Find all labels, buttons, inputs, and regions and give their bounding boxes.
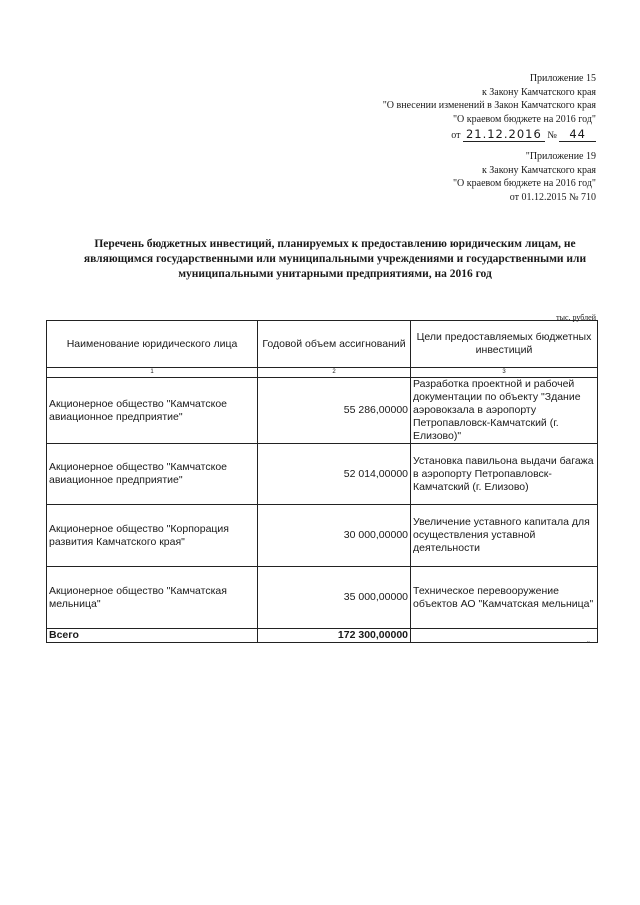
approval-date-line — [451, 128, 596, 143]
law-label: к Закону Камчатского края — [481, 86, 596, 98]
law-title: "О внесении изменений в Закон Камчатского края — [382, 100, 596, 111]
entity-name: Акционерное общество "Камчатская мельница" — [47, 567, 258, 629]
total-goal — [411, 629, 598, 643]
date-prefix: от — [451, 130, 461, 141]
handwritten-date: 21.12.2016 — [463, 127, 545, 142]
total-row — [47, 629, 598, 643]
table-row — [47, 378, 598, 444]
goal: Разработка проектной и рабочей документации по объекту "Здание аэровокзала в аэропорту Петропавловск-Камчатский (г. Елизово)" — [411, 378, 598, 444]
col-number: 1 — [47, 368, 258, 378]
header-annual-amount: Годовой объем ассигнований — [258, 321, 411, 368]
col-number: 3 — [411, 368, 598, 378]
investments-table — [46, 320, 598, 643]
goal: Увеличение уставного капитала для осуществления уставной деятельности — [411, 505, 598, 567]
table-row — [47, 505, 598, 567]
header-entity-name: Наименование юридического лица — [47, 321, 258, 368]
col-number: 2 — [258, 368, 411, 378]
amount: 30 000,00000 — [258, 505, 411, 567]
goal: Техническое перевооружение объектов АО "Камчатская мельница" — [411, 567, 598, 629]
approval-header — [383, 72, 596, 143]
amount: 55 286,00000 — [258, 378, 411, 444]
units-label: тыс. рублей — [556, 313, 596, 322]
column-number-row — [47, 368, 598, 378]
total-amount: 172 300,00000 — [258, 629, 411, 643]
entity-name: Акционерное общество "Камчатское авиационное предприятие" — [47, 444, 258, 505]
appendix-label-2: "Приложение 19 — [525, 151, 596, 162]
amount: 35 000,00000 — [258, 567, 411, 629]
entity-name: Акционерное общество "Камчатское авиационное предприятие" — [47, 378, 258, 444]
document-title: Перечень бюджетных инвестиций, планируемых к предоставлению юридическим лицам, не являющимся государственными или муниципальными учреждениями и государственными или муниципальными унитарными предприятиями, на 2016 год — [83, 238, 587, 280]
entity-name: Акционерное общество "Корпорация развития Камчатского края" — [47, 505, 258, 567]
appendix-label: Приложение 15 — [529, 73, 596, 84]
number-prefix: № — [547, 130, 557, 141]
amount: 52 014,00000 — [258, 444, 411, 505]
goal: Установка павильона выдачи багажа в аэропорту Петропавловск-Камчатский (г. Елизово) — [411, 444, 598, 505]
header-goals: Цели предоставляемых бюджетных инвестиций — [411, 321, 598, 368]
budget-title: "О краевом бюджете на 2016 год" — [452, 113, 596, 125]
total-label: Всего — [47, 629, 258, 643]
law-label-2: к Закону Камчатского края — [481, 164, 596, 176]
budget-title-2: "О краевом бюджете на 2016 год" — [452, 178, 596, 189]
original-appendix-header — [453, 150, 596, 204]
table-row — [47, 444, 598, 505]
table-row — [47, 567, 598, 629]
handwritten-number: 44 — [559, 127, 596, 142]
date-line-2: от 01.12.2015 № 710 — [509, 191, 596, 203]
closing-quote-mark: " — [587, 640, 590, 648]
table-header-row — [47, 321, 598, 368]
